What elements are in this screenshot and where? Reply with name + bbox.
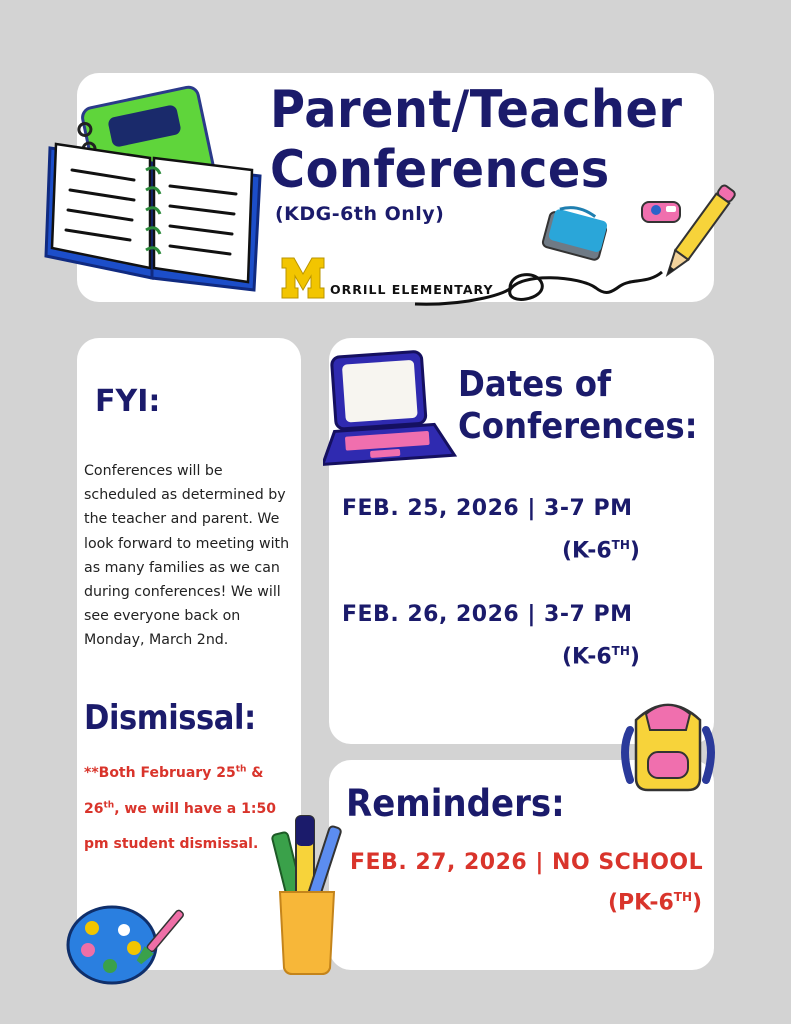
dismissal-heading: Dismissal: [84,698,256,738]
fyi-heading: FYI: [95,384,161,419]
paint-palette-icon [64,900,184,990]
fyi-body-text: Conferences will be scheduled as determined by the teacher and parent. We look forward to meeting with as many families as we can during conferences! We will see everyone back on Monday, March 2nd. [84,463,290,649]
notebook-icon [42,78,267,293]
squiggle-line [410,262,670,312]
dates-heading: Dates of Conferences: [458,364,698,447]
dismissal-body-text: **Both February 25th & 26th, we will have a 1:50 pm student dismissal. [84,764,276,852]
page-subtitle: (KDG-6th Only) [275,203,445,225]
laptop-icon [323,348,458,476]
conference-date-1: FEB. 25, 2026 | 3-7 PM [342,496,633,521]
calculator-icon [540,204,610,264]
conference-grades-2: (K-6TH) [562,644,640,670]
reminders-heading: Reminders: [346,782,565,825]
reminder-grades: (PK-6TH) [608,890,703,916]
conference-date-2: FEB. 26, 2026 | 3-7 PM [342,602,633,627]
page-title-line2: Conferences [270,140,610,200]
page-title-line1: Parent/Teacher [270,80,683,140]
school-name: ORRILL ELEMENTARY [330,282,494,297]
pencil-cup-icon [268,812,348,976]
backpack-icon [616,690,720,798]
reminder-no-school: FEB. 27, 2026 | NO SCHOOL [350,850,704,875]
school-logo [280,256,326,300]
conference-grades-1: (K-6TH) [562,538,640,564]
